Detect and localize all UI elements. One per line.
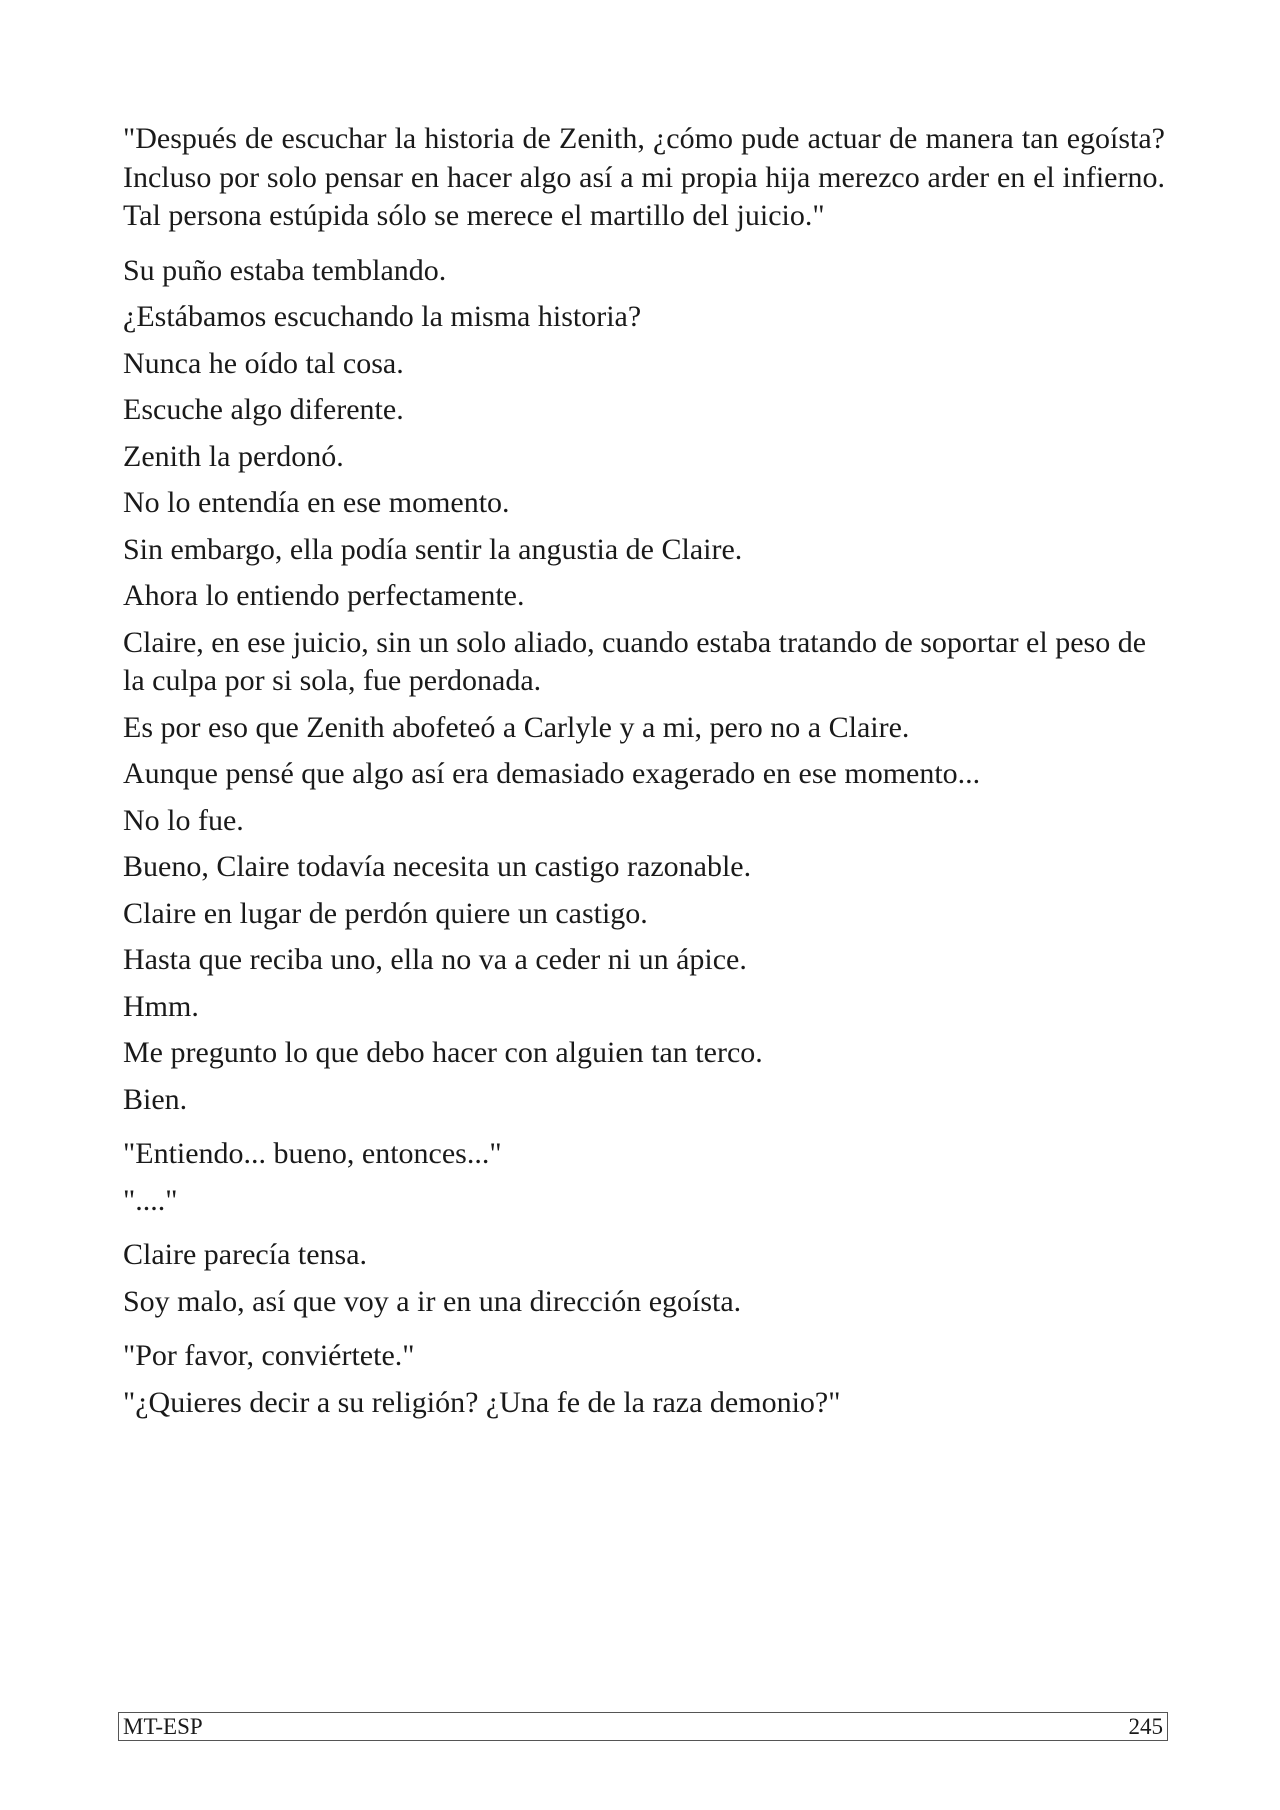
- paragraph-18: Me pregunto lo que debo hacer con alguien tan terco.: [123, 1036, 763, 1069]
- page-number: 245: [1128, 1714, 1163, 1739]
- paragraph-6: Zenith la perdonó.: [123, 439, 344, 473]
- document-body: [123, 120, 1165, 1422]
- page-footer: [118, 1712, 1168, 1741]
- paragraph-17: Hmm.: [123, 989, 199, 1023]
- paragraph-11: Es por eso que Zenith abofeteó a Carlyle y a mi, pero no a Claire.: [123, 710, 910, 744]
- paragraph-25: "¿Quieres decir a su religión? ¿Una fe de la raza demonio?": [123, 1385, 841, 1419]
- paragraph-7: No lo entendía en ese momento.: [123, 486, 510, 519]
- paragraph-8: Sin embargo, ella podía sentir la angustia de Claire.: [123, 532, 743, 566]
- paragraph-12: Aunque pensé que algo así era demasiado exagerado en ese momento...: [123, 757, 981, 790]
- paragraph-16: Hasta que reciba uno, ella no va a ceder ni un ápice.: [123, 943, 747, 976]
- paragraph-24: "Por favor, conviértete.": [123, 1339, 415, 1372]
- paragraph-15: Claire en lugar de perdón quiere un castigo.: [123, 896, 648, 930]
- paragraph-4: Nunca he oído tal cosa.: [123, 346, 404, 380]
- paragraph-22: Claire parecía tensa.: [123, 1238, 368, 1271]
- paragraph-9: Ahora lo entiendo perfectamente.: [123, 579, 525, 612]
- paragraph-5: Escuche algo diferente.: [123, 393, 404, 426]
- paragraph-14: Bueno, Claire todavía necesita un castigo razonable.: [123, 850, 752, 883]
- paragraph-19: Bien.: [123, 1082, 188, 1116]
- paragraph-21: "....": [123, 1183, 178, 1217]
- paragraph-1: "Después de escuchar la historia de Zenith, ¿cómo pude actuar de manera tan egoísta? Incluso por solo pensar en hacer algo así a mi propia hija merezco arder en el infierno. Tal persona estúpida sólo se merece el martillo del juicio.": [123, 122, 1165, 232]
- paragraph-13: No lo fue.: [123, 803, 244, 837]
- paragraph-10: Claire, en ese juicio, sin un solo aliado, cuando estaba tratando de soportar el peso de la culpa por si sola, fue perdonada.: [123, 625, 1147, 697]
- paragraph-23: Soy malo, así que voy a ir en una dirección egoísta.: [123, 1284, 742, 1318]
- paragraph-2: Su puño estaba temblando.: [123, 253, 447, 287]
- paragraph-3: ¿Estábamos escuchando la misma historia?: [123, 300, 642, 333]
- paragraph-20: "Entiendo... bueno, entonces...": [123, 1137, 502, 1170]
- footer-label: MT-ESP: [123, 1714, 203, 1739]
